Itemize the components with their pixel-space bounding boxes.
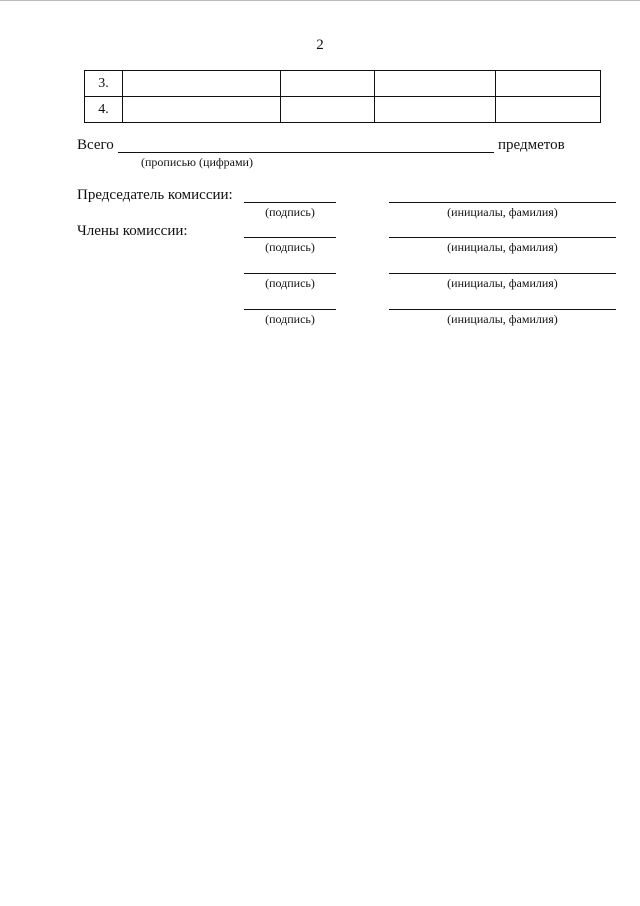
members-label: Члены комиссии:: [77, 223, 188, 239]
page-edge: [0, 0, 640, 1]
name-caption: (инициалы, фамилия): [447, 276, 558, 290]
total-label: Всего: [77, 137, 114, 153]
member-signature-line: [244, 309, 336, 310]
chairman-label: Председатель комиссии:: [77, 187, 233, 203]
row-number: 3.: [85, 71, 123, 97]
member-signature-line: [244, 237, 336, 238]
items-table: [84, 70, 601, 123]
table-cell: [123, 97, 281, 123]
name-caption: (инициалы, фамилия): [447, 312, 558, 326]
chairman-signature-line: [244, 202, 336, 203]
total-hint: (прописью (цифрами): [141, 155, 253, 169]
table-cell: [281, 71, 375, 97]
table-cell: [496, 97, 601, 123]
table-cell: [375, 97, 496, 123]
table-cell: [496, 71, 601, 97]
table-row: [85, 71, 601, 97]
signature-caption: (подпись): [265, 276, 315, 290]
table-cell: [375, 71, 496, 97]
table-cell: [281, 97, 375, 123]
chairman-name-line: [389, 202, 616, 203]
table-cell: [123, 71, 281, 97]
signature-caption: (подпись): [265, 312, 315, 326]
total-unit: предметов: [498, 137, 565, 153]
table-row: [85, 97, 601, 123]
member-name-line: [389, 273, 616, 274]
member-signature-line: [244, 273, 336, 274]
name-caption: (инициалы, фамилия): [447, 240, 558, 254]
name-caption: (инициалы, фамилия): [447, 205, 558, 219]
member-name-line: [389, 237, 616, 238]
page-number: 2: [316, 37, 324, 53]
total-fill-line: [118, 152, 494, 153]
row-number: 4.: [85, 97, 123, 123]
signature-caption: (подпись): [265, 240, 315, 254]
member-name-line: [389, 309, 616, 310]
signature-caption: (подпись): [265, 205, 315, 219]
